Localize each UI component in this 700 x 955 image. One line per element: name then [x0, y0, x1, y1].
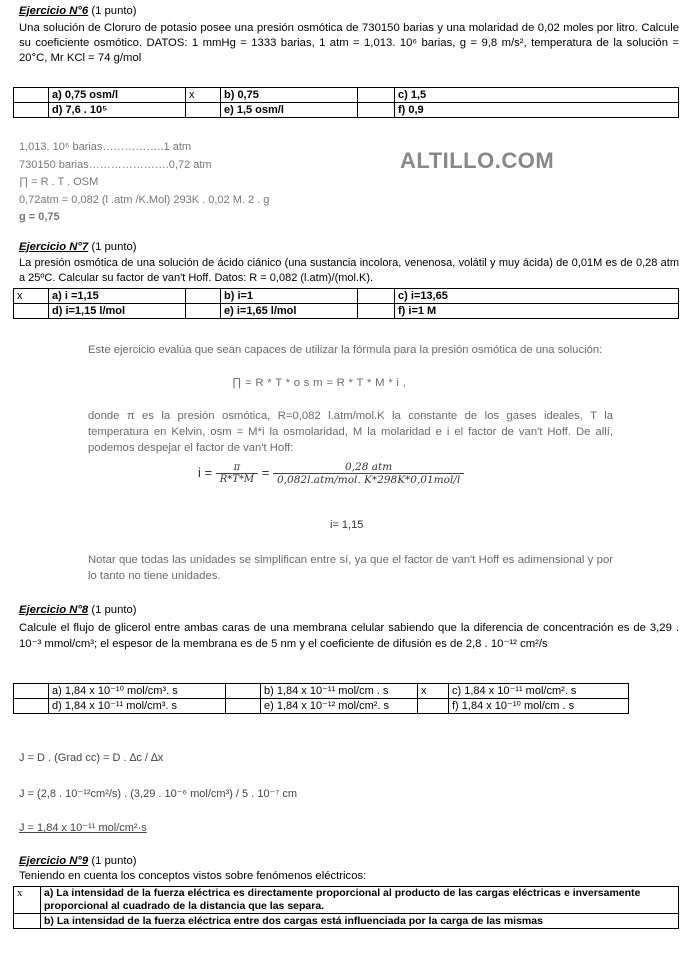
option-f[interactable]: f) i=1 M	[395, 304, 679, 319]
mark-cell[interactable]	[186, 289, 221, 304]
ej8-statement: Calcule el flujo de glicerol entre ambas caras de una membrana celular sabiendo que la diferencia de concentración es de 3,29 . 10⁻³ mmol/cm³; el espesor de la membrana es de 5 nm y el coeficiente de difusión es de 2,8 . 10⁻¹² cm²/s	[19, 622, 679, 650]
ej6-heading	[19, 4, 137, 19]
ej7-statement: La presión osmótica de una solución de ácido ciánico (una sustancia incolora, venenosa, volátil y muy ácida) de 0,01M es de 0,28 atm a 25ºC. Calcular su factor de van't Hoff. Datos: R = 0,082 (l.atm)/(mol.K).	[19, 257, 679, 284]
table-row	[14, 103, 679, 118]
option-d[interactable]: d) 1,84 x 10⁻¹¹ mol/cm³. s	[49, 699, 226, 714]
ej8-heading	[19, 603, 137, 618]
option-e[interactable]: e) 1,5 osm/l	[221, 103, 358, 118]
option-b[interactable]: b) 1,84 x 10⁻¹¹ mol/cm . s	[261, 684, 418, 699]
ej8-calc-line-2: J = (2,8 . 10⁻¹²cm²/s) . (3,29 . 10⁻⁶ mol/cm³) / 5 . 10⁻⁷ cm	[19, 788, 298, 800]
fraction-numerator: π	[216, 462, 258, 474]
option-e[interactable]: e) 1,84 x 10⁻¹² mol/cm². s	[261, 699, 418, 714]
table-row	[14, 887, 679, 914]
ej7-explanation-3: Notar que todas las unidades se simplifican entre sí, ya que el factor de van't Hoff es adimensional y por lo tanto no tiene unidades.	[88, 554, 613, 582]
mark-cell[interactable]	[14, 103, 49, 118]
ej7-explanation-2: donde π es la presión osmótica, R=0,082 l.atm/mol.K la constante de los gases ideales, T la temperatura en Kelvin, osm = M*i la osmolaridad, M la molaridad e i el factor de van't Hoff. De allí, podemos despejar el factor de van't Hoff:	[88, 410, 613, 454]
option-f[interactable]: f) 1,84 x 10⁻¹⁰ mol/cm . s	[449, 699, 629, 714]
calc-line: 0,72atm = 0,082 (l .atm /K.Mol) 293K . 0,02 M. 2 . g	[19, 193, 270, 206]
formula-lhs: i =	[198, 464, 213, 480]
option-f[interactable]: f) 0,9	[395, 103, 679, 118]
ej6-points: (1 punto)	[88, 5, 137, 17]
mark-cell[interactable]	[14, 88, 49, 103]
ej7-result: i= 1,15	[330, 519, 364, 531]
mark-cell[interactable]	[358, 88, 395, 103]
calc-line: 1,013. 10⁶ barias……………..1 atm	[19, 141, 192, 153]
option-a[interactable]: a) La intensidad de la fuerza eléctrica es directamente proporcional al producto de las cargas eléctricas e inversamente proporcional al cuadrado de la distancia que las separa.	[41, 887, 679, 914]
ej7-points: (1 punto)	[88, 241, 137, 253]
ej9-options-table	[13, 886, 679, 929]
calc-result: g = 0,75	[19, 211, 60, 223]
ej9-heading	[19, 854, 137, 869]
option-c[interactable]: c) i=13,65	[395, 289, 679, 304]
calc-line: ∏ = R . T . OSM	[19, 176, 99, 188]
option-a[interactable]: a) 0,75 osm/l	[49, 88, 186, 103]
option-c[interactable]: c) 1,5	[395, 88, 679, 103]
option-a[interactable]: a) 1,84 x 10⁻¹⁰ mol/cm³. s	[49, 684, 226, 699]
mark-cell[interactable]: x	[14, 887, 41, 914]
ej8-calc-line-1: J = D . (Grad cc) = D . ∆c / ∆x	[19, 752, 164, 764]
ej7-heading	[19, 240, 137, 255]
table-row	[14, 289, 679, 304]
calc-line: 730150 barias………………….0,72 atm	[19, 158, 212, 171]
option-d[interactable]: d) 7,6 . 10⁵	[49, 103, 186, 118]
ej9-title: Ejercicio N°9	[19, 855, 89, 867]
ej6-options-table	[13, 87, 679, 118]
ej7-explanation-1: Este ejercicio evalúa que sean capaces de utilizar la fórmula para la presión osmótica de una solución:	[88, 344, 603, 356]
fraction-symbolic	[216, 462, 258, 485]
mark-cell[interactable]	[358, 289, 395, 304]
ej6-calculation	[19, 139, 269, 227]
table-row	[14, 914, 679, 929]
option-e[interactable]: e) i=1,65 l/mol	[221, 304, 358, 319]
mark-cell[interactable]: x	[186, 88, 221, 103]
mark-cell[interactable]	[186, 304, 221, 319]
formula-equals: =	[261, 464, 270, 480]
mark-cell[interactable]	[14, 304, 49, 319]
fraction-denominator: R*T*M	[219, 474, 255, 485]
table-row	[14, 88, 679, 103]
table-row	[14, 684, 629, 699]
mark-cell[interactable]	[14, 684, 49, 699]
formula-vant-hoff	[198, 461, 464, 486]
ej6-title: Ejercicio N°6	[19, 5, 89, 17]
table-row	[14, 304, 679, 319]
mark-cell[interactable]: x	[418, 684, 449, 699]
mark-cell[interactable]: x	[14, 289, 49, 304]
mark-cell[interactable]	[14, 699, 49, 714]
mark-cell[interactable]	[14, 914, 41, 929]
ej8-options-table	[13, 683, 629, 714]
table-row	[14, 699, 629, 714]
ej9-points: (1 punto)	[88, 855, 137, 867]
fraction-numeric	[273, 461, 464, 486]
ej8-points: (1 punto)	[88, 604, 137, 616]
ej7-options-table	[13, 288, 679, 319]
option-a[interactable]: a) i =1,15	[49, 289, 186, 304]
watermark: ALTILLO.COM	[400, 148, 555, 173]
mark-cell[interactable]	[358, 103, 395, 118]
mark-cell[interactable]	[358, 304, 395, 319]
option-b[interactable]: b) La intensidad de la fuerza eléctrica entre dos cargas está influenciada por la carga de las mismas	[41, 914, 679, 929]
ej8-title: Ejercicio N°8	[19, 604, 89, 616]
mark-cell[interactable]	[226, 699, 261, 714]
mark-cell[interactable]	[226, 684, 261, 699]
option-d[interactable]: d) i=1,15 l/mol	[49, 304, 186, 319]
ej7-title: Ejercicio N°7	[19, 241, 89, 253]
option-b[interactable]: b) i=1	[221, 289, 358, 304]
fraction-numerator: 0,28 atm	[273, 461, 464, 474]
mark-cell[interactable]	[418, 699, 449, 714]
option-c[interactable]: c) 1,84 x 10⁻¹¹ mol/cm². s	[449, 684, 629, 699]
option-b[interactable]: b) 0,75	[221, 88, 358, 103]
mark-cell[interactable]	[186, 103, 221, 118]
fraction-denominator: 0,082l.atm/mol. K*298K*0,01mol/l	[277, 474, 461, 486]
formula-osmotic-pressure: ∏ = R * T * o s m = R * T * M * i ,	[232, 377, 407, 389]
ej9-statement: Teniendo en cuenta los conceptos vistos sobre fenómenos eléctricos:	[19, 870, 367, 882]
ej6-statement: Una solución de Cloruro de potasio posee una presión osmótica de 730150 barias y una molaridad de 0,02 moles por litro. Calcule su coeficiente osmótico. DATOS: 1 mmHg = 1333 barias, 1 atm = 1,013. 10⁶ barias, g = 9,8 m/s², temperatura de la solución = 20°C, Mr KCl = 74 g/mol	[19, 22, 679, 64]
ej8-calc-result: J = 1,84 x 10⁻¹¹ mol/cm²·s	[19, 822, 147, 834]
